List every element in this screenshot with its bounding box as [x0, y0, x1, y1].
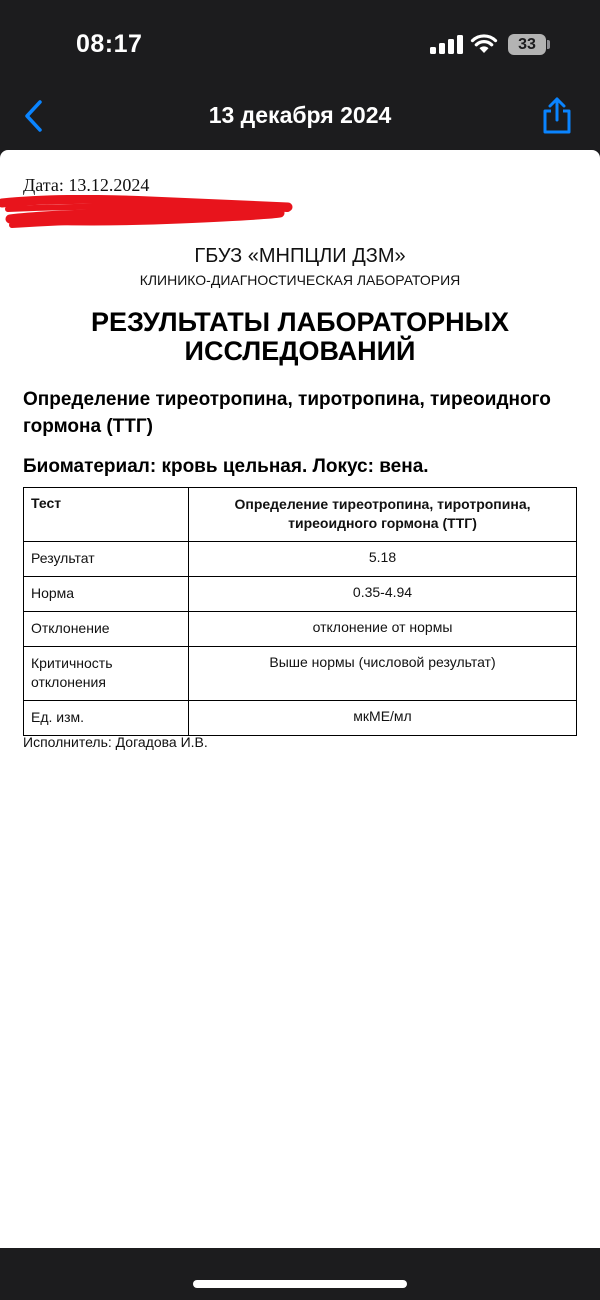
status-time: 08:17: [76, 30, 143, 58]
home-indicator[interactable]: [193, 1280, 407, 1288]
table-row-units: [24, 701, 577, 736]
nav-bar: [0, 90, 600, 148]
table-header-cell: Тест: [24, 488, 189, 542]
biomaterial-line: Биоматериал: кровь цельная. Локус: вена.: [23, 456, 429, 477]
table-header-cell: Определение тиреотропина, тиротропина, тиреоидного гормона (ТТГ): [189, 488, 577, 542]
redaction-scribble: [0, 195, 300, 235]
test-heading: Определение тиреотропина, тиротропина, тиреоидного гормона (ТТГ): [23, 389, 551, 437]
row-label: Ед. изм.: [24, 701, 189, 736]
row-label: Критичность отклонения: [24, 647, 189, 701]
battery-tip: [547, 40, 550, 49]
row-value: Выше нормы (числовой результат): [189, 647, 577, 701]
battery-icon: 33: [508, 34, 546, 55]
table-row-norm: [24, 577, 577, 612]
organization-subtitle: КЛИНИКО-ДИАГНОСТИЧЕСКАЯ ЛАБОРАТОРИЯ: [139, 272, 461, 288]
row-label: Результат: [24, 542, 189, 577]
document-title: РЕЗУЛЬТАТЫ ЛАБОРАТОРНЫХ ИССЛЕДОВАНИЙ: [90, 307, 510, 366]
row-value: мкМЕ/мл: [189, 701, 577, 736]
organization-name: ГБУЗ «МНПЦЛИ ДЗМ»: [194, 245, 406, 267]
table-header-row: [24, 488, 577, 542]
cellular-signal-icon: [430, 34, 462, 54]
wifi-icon: [470, 32, 498, 54]
share-icon[interactable]: [540, 96, 574, 136]
row-value: 5.18: [189, 542, 577, 577]
results-table: [23, 487, 577, 736]
status-bar: [0, 0, 600, 90]
executor-line: Исполнитель: Догадова И.В.: [23, 734, 208, 750]
table-row-deviation: [24, 612, 577, 647]
document-date: Дата: 13.12.2024: [23, 175, 150, 195]
row-label: Норма: [24, 577, 189, 612]
nav-title: 13 декабря 2024: [208, 102, 392, 128]
row-label: Отклонение: [24, 612, 189, 647]
row-value: отклонение от нормы: [189, 612, 577, 647]
table-row-criticality: [24, 647, 577, 701]
row-value: 0.35-4.94: [189, 577, 577, 612]
table-row-result: [24, 542, 577, 577]
document-page[interactable]: [0, 150, 600, 1248]
